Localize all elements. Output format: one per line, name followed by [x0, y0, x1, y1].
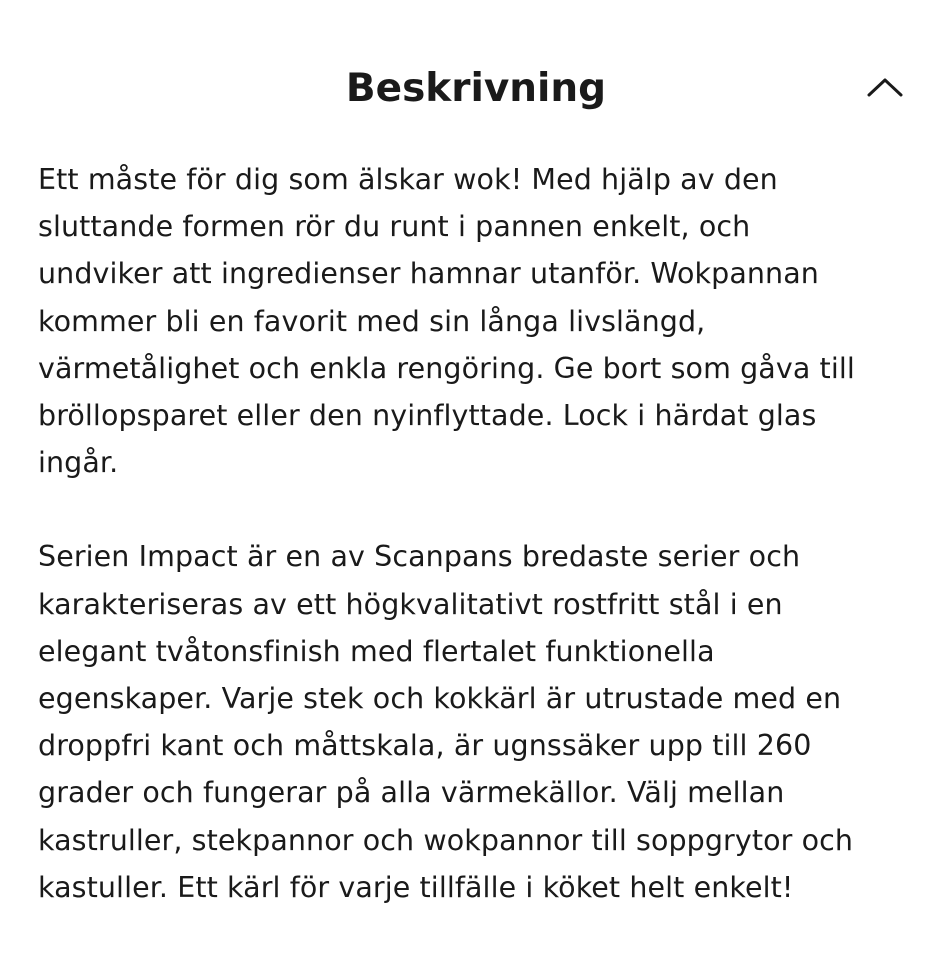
paragraph-line: karakteriseras av ett högkvalitativt rostfritt stål i en	[38, 587, 783, 621]
accordion-title: Beskrivning	[345, 66, 607, 111]
paragraph-line: elegant tvåtonsfinish med flertalet funktionella	[38, 634, 715, 668]
paragraph-line: värmetålighet och enkla rengöring. Ge bort som gåva till	[38, 351, 855, 385]
paragraph-line: grader och fungerar på alla värmekällor. Välj mellan	[38, 776, 785, 810]
paragraph-line: Ett måste för dig som älskar wok! Med hjälp av den	[38, 163, 778, 196]
paragraph-line: undviker att ingredienser hamnar utanför. Wokpannan	[38, 257, 819, 291]
paragraph-line: kastruller, stekpannor och wokpannor till soppgrytor och	[38, 823, 854, 857]
paragraph-line: droppfri kant och måttskala, är ugnssäker upp till 260	[38, 729, 812, 763]
chevron-up-icon	[866, 76, 904, 98]
paragraph-line: kommer bli en favorit med sin långa livslängd,	[38, 304, 706, 338]
paragraph-line: Serien Impact är en av Scanpans bredaste serier och	[38, 540, 801, 574]
paragraph-line: ingår.	[38, 446, 119, 480]
accordion-header[interactable]	[0, 0, 940, 150]
accordion-content	[38, 156, 918, 911]
description-paragraph	[38, 533, 918, 911]
collapse-toggle-button[interactable]	[862, 70, 908, 104]
paragraph-line: bröllopsparet eller den nyinflyttade. Lock i härdat glas	[38, 399, 817, 433]
paragraph-line: kastuller. Ett kärl för varje tillfälle i köket helt enkelt!	[38, 870, 794, 904]
description-paragraph	[38, 156, 918, 486]
paragraph-line: egenskaper. Varje stek och kokkärl är utrustade med en	[38, 682, 842, 716]
paragraph-line: sluttande formen rör du runt i pannen enkelt, och	[38, 210, 751, 244]
